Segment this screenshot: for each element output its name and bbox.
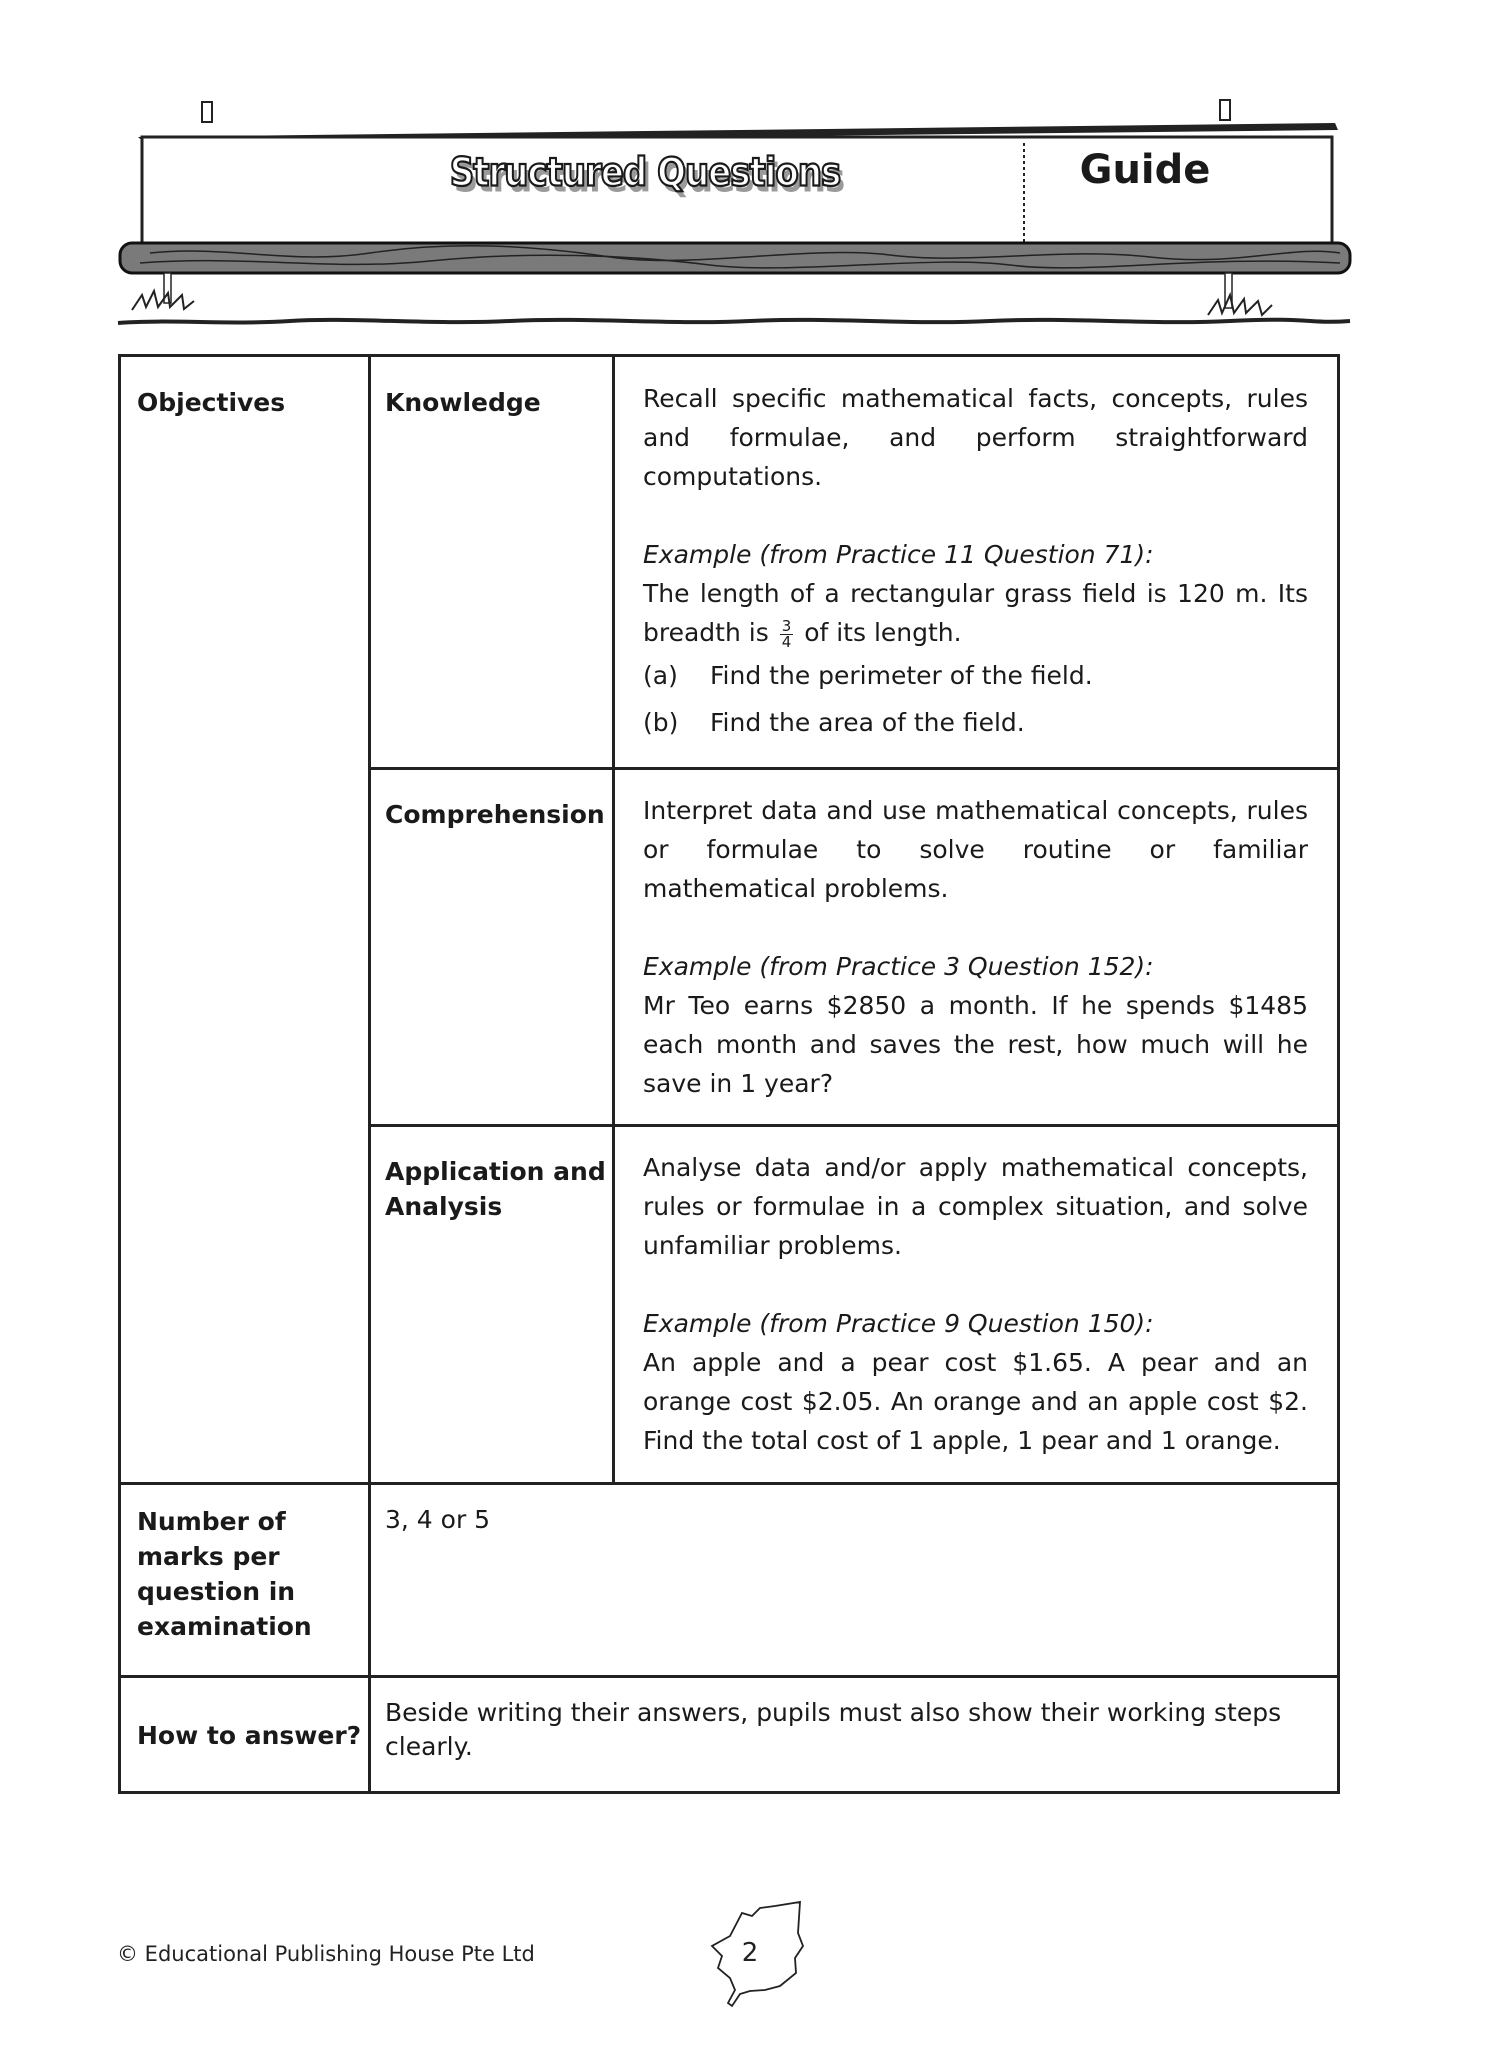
- grass-right: [1208, 295, 1272, 315]
- comprehension-description: Interpret data and use mathematical concepts, rules or formulae to solve routine or familiar mathematical problems.: [643, 796, 1308, 903]
- objectives-label: Objectives: [137, 388, 286, 417]
- guide-table: [118, 354, 1340, 1794]
- how-to-answer-value: Beside writing their answers, pupils must also show their working steps clearly.: [385, 1698, 1282, 1761]
- example-text-part-1: The length of a rectangular grass field is 120 m. Its breadth is: [643, 579, 1308, 647]
- objective-application-content: [643, 1148, 1308, 1460]
- application-example-text: An apple and a pear cost $1.65. A pear and an orange cost $2.05. An orange and an apple cost $2. Find the total cost of 1 apple, 1 pear and 1 orange.: [643, 1348, 1308, 1455]
- row-divider-comprehension: [368, 1124, 1338, 1127]
- objective-level-application: Application and Analysis: [385, 1157, 606, 1221]
- marks-value: 3, 4 or 5: [385, 1505, 491, 1534]
- signboard-illustration: [110, 95, 1355, 325]
- sub-question-label: (a): [643, 661, 678, 690]
- section-label: Guide: [1079, 147, 1211, 193]
- application-description: Analyse data and/or apply mathematical concepts, rules or formulae in a complex situation, and solve unfamiliar problems.: [643, 1153, 1308, 1260]
- knowledge-example-source: Example (from Practice 11 Question 71):: [643, 540, 1154, 569]
- post-top-left: [202, 102, 212, 122]
- sub-question: [643, 652, 1308, 699]
- application-example-source: Example (from Practice 9 Question 150):: [643, 1309, 1154, 1338]
- row-divider-marks: [121, 1675, 1338, 1678]
- objective-knowledge-content: [643, 379, 1308, 746]
- column-divider-1: [368, 357, 371, 1792]
- sub-question-label: (b): [643, 708, 679, 737]
- how-to-answer-label: How to answer?: [137, 1721, 362, 1750]
- objective-level-knowledge: Knowledge: [385, 388, 541, 417]
- copyright-notice: © Educational Publishing House Pte Ltd: [117, 1942, 535, 1966]
- example-text-part-2: of its length.: [804, 618, 962, 647]
- knowledge-description: Recall specific mathematical facts, concepts, rules and formulae, and perform straightforward computations.: [643, 384, 1308, 491]
- ground-line: [118, 320, 1350, 323]
- grass-left: [132, 291, 194, 310]
- post-top-right: [1220, 100, 1230, 120]
- fraction-numerator: 3: [781, 616, 792, 635]
- objective-level-comprehension: Comprehension: [385, 800, 605, 829]
- section-title: Structured Questions: [449, 150, 841, 196]
- page-number: 2: [741, 1938, 759, 1968]
- sub-question-text: Find the perimeter of the field.: [710, 661, 1093, 690]
- objective-comprehension-content: [643, 791, 1308, 1103]
- knowledge-example-text: [643, 574, 1308, 652]
- header-signboard: [110, 95, 1355, 325]
- marks-label: Number of marks per question in examination: [137, 1507, 312, 1641]
- fraction-denominator: 4: [781, 632, 792, 651]
- sub-question: [643, 699, 1308, 746]
- row-divider-knowledge: [368, 767, 1338, 770]
- fraction: [780, 616, 794, 651]
- sub-question-text: Find the area of the field.: [710, 708, 1025, 737]
- comprehension-example-text: Mr Teo earns $2850 a month. If he spends $1485 each month and saves the rest, how much will he save in 1 year?: [643, 991, 1308, 1098]
- comprehension-example-source: Example (from Practice 3 Question 152):: [643, 952, 1154, 981]
- row-divider-objectives: [121, 1482, 1338, 1485]
- column-divider-2: [612, 357, 615, 1482]
